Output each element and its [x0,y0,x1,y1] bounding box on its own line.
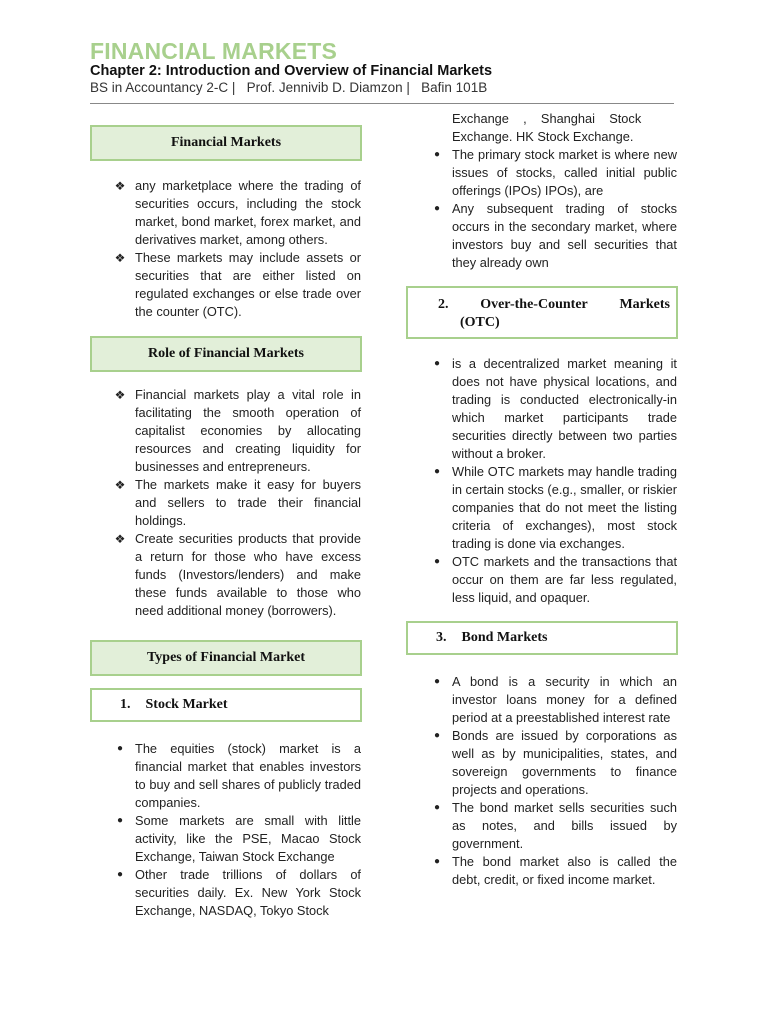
list-item: ● is a decentralized market meaning it does not have physical locations, and trading is conducted electronically-in which market participants trade securities directly between two parties without a broker. [452,355,677,463]
header-divider [90,103,674,104]
bullet-dot-icon: ● [116,743,124,754]
list-item: ● The equities (stock) market is a financial market that enables investors to buy and sell shares of publicly traded companies. [135,740,361,812]
diamond-bullet-icon: ❖ [114,388,126,402]
list-item: ❖ Create securities products that provide a return for those who have excess funds (Investors/lenders) and make these funds available to those who need additional money (borrowers). [114,531,361,618]
bullet-dot-icon: ● [433,802,441,813]
document-title: FINANCIAL MARKETS [90,38,338,64]
list-item: ● Some markets are small with little activity, like the PSE, Macao Stock Exchange, Taiwan Stock Exchange [135,812,361,866]
section-financial-markets-heading [90,125,362,161]
bullet-dot-icon: ● [433,466,441,477]
bullet-dot-icon: ● [433,730,441,741]
role-list [114,386,361,620]
list-item: ❖ Financial markets play a vital role in facilitating the smooth operation of capitalist economies by allocating resources and creating liquidity for businesses and entrepreneurs. [114,387,361,474]
list-item: ● The bond market sells securities such as notes, and bills issued by government. [452,799,677,853]
section-heading-text: Types of Financial Market [146,650,305,665]
bullet-dot-icon: ● [433,358,441,369]
subsection-heading-text: Stock Market [145,697,228,712]
subsection-number: 3. [436,630,447,645]
list-item: ● A bond is a security in which an investor loans money for a defined period at a preestablished interest rate [452,673,677,727]
bullet-dot-icon: ● [116,815,124,826]
otc-list [433,355,677,607]
course-meta: BS in Accountancy 2-C | Prof. Jennivib D. Diamzon | Bafin 101B [90,80,488,95]
section-types-heading [90,640,362,676]
subsection-heading-text: (OTC) [460,315,500,330]
diamond-bullet-icon: ❖ [114,532,126,546]
financial-markets-list [114,177,361,321]
stock-market-list [116,740,361,920]
bullet-dot-icon: ● [433,676,441,687]
subsection-heading-text: Bond Markets [461,630,548,645]
diamond-bullet-icon: ❖ [114,179,126,193]
list-item: ● Any subsequent trading of stocks occurs in the secondary market, where investors buy and sell securities that they already own [452,200,677,272]
section-role-heading [90,336,362,372]
subsection-number: 1. [120,697,131,712]
list-item: ● The primary stock market is where new issues of stocks, called initial public offerings (IPOs) IPOs), are [452,146,677,200]
bullet-dot-icon: ● [433,149,441,160]
section-heading-text: Financial Markets [170,135,282,150]
bullet-dot-icon: ● [433,856,441,867]
section-heading-text: Role of Financial Markets [148,346,304,361]
diamond-bullet-icon: ❖ [114,478,126,492]
stock-continued-line: Exchange , Shanghai Stock [452,111,642,126]
list-item: ❖ The markets make it easy for buyers and sellers to trade their financial holdings. [114,477,361,528]
subsection-heading-text: Over-the-Counter [480,297,588,312]
list-item: ● Bonds are issued by corporations as well as by municipalities, states, and sovereign governments to finance projects and operations. [452,727,677,799]
stock-continued-line: Exchange. HK Stock Exchange. [452,129,634,144]
bullet-dot-icon: ● [433,556,441,567]
list-item: ❖ These markets may include assets or securities that are either listed on regulated exchanges or else trade over the counter (OTC). [114,250,361,319]
stock-continued-list [433,146,677,272]
list-item: ❖ any marketplace where the trading of securities occurs, including the stock market, bond market, forex market, and derivatives market, among others. [114,178,361,247]
subsection-bond-markets-heading [406,621,678,655]
list-item: ● The bond market also is called the debt, credit, or fixed income market. [452,853,677,889]
subsection-number: 2. [438,297,449,312]
list-item: ● OTC markets and the transactions that occur on them are far less regulated, less liquid, and opaquer. [452,553,677,607]
list-item: ● Other trade trillions of dollars of securities daily. Ex. New York Stock Exchange, NASDAQ, Tokyo Stock [135,866,361,920]
bond-markets-list [433,673,677,889]
bullet-dot-icon: ● [433,203,441,214]
subsection-heading-text: Markets [619,297,670,312]
diamond-bullet-icon: ❖ [114,251,126,265]
subsection-otc-heading [406,286,678,339]
subsection-stock-market-heading [90,688,362,722]
chapter-subtitle: Chapter 2: Introduction and Overview of Financial Markets [90,63,493,79]
list-item: ● While OTC markets may handle trading in certain stocks (e.g., smaller, or riskier companies that do not meet the listing criteria of exchanges), most stock trading is done via exchanges. [452,463,677,553]
bullet-dot-icon: ● [116,869,124,880]
